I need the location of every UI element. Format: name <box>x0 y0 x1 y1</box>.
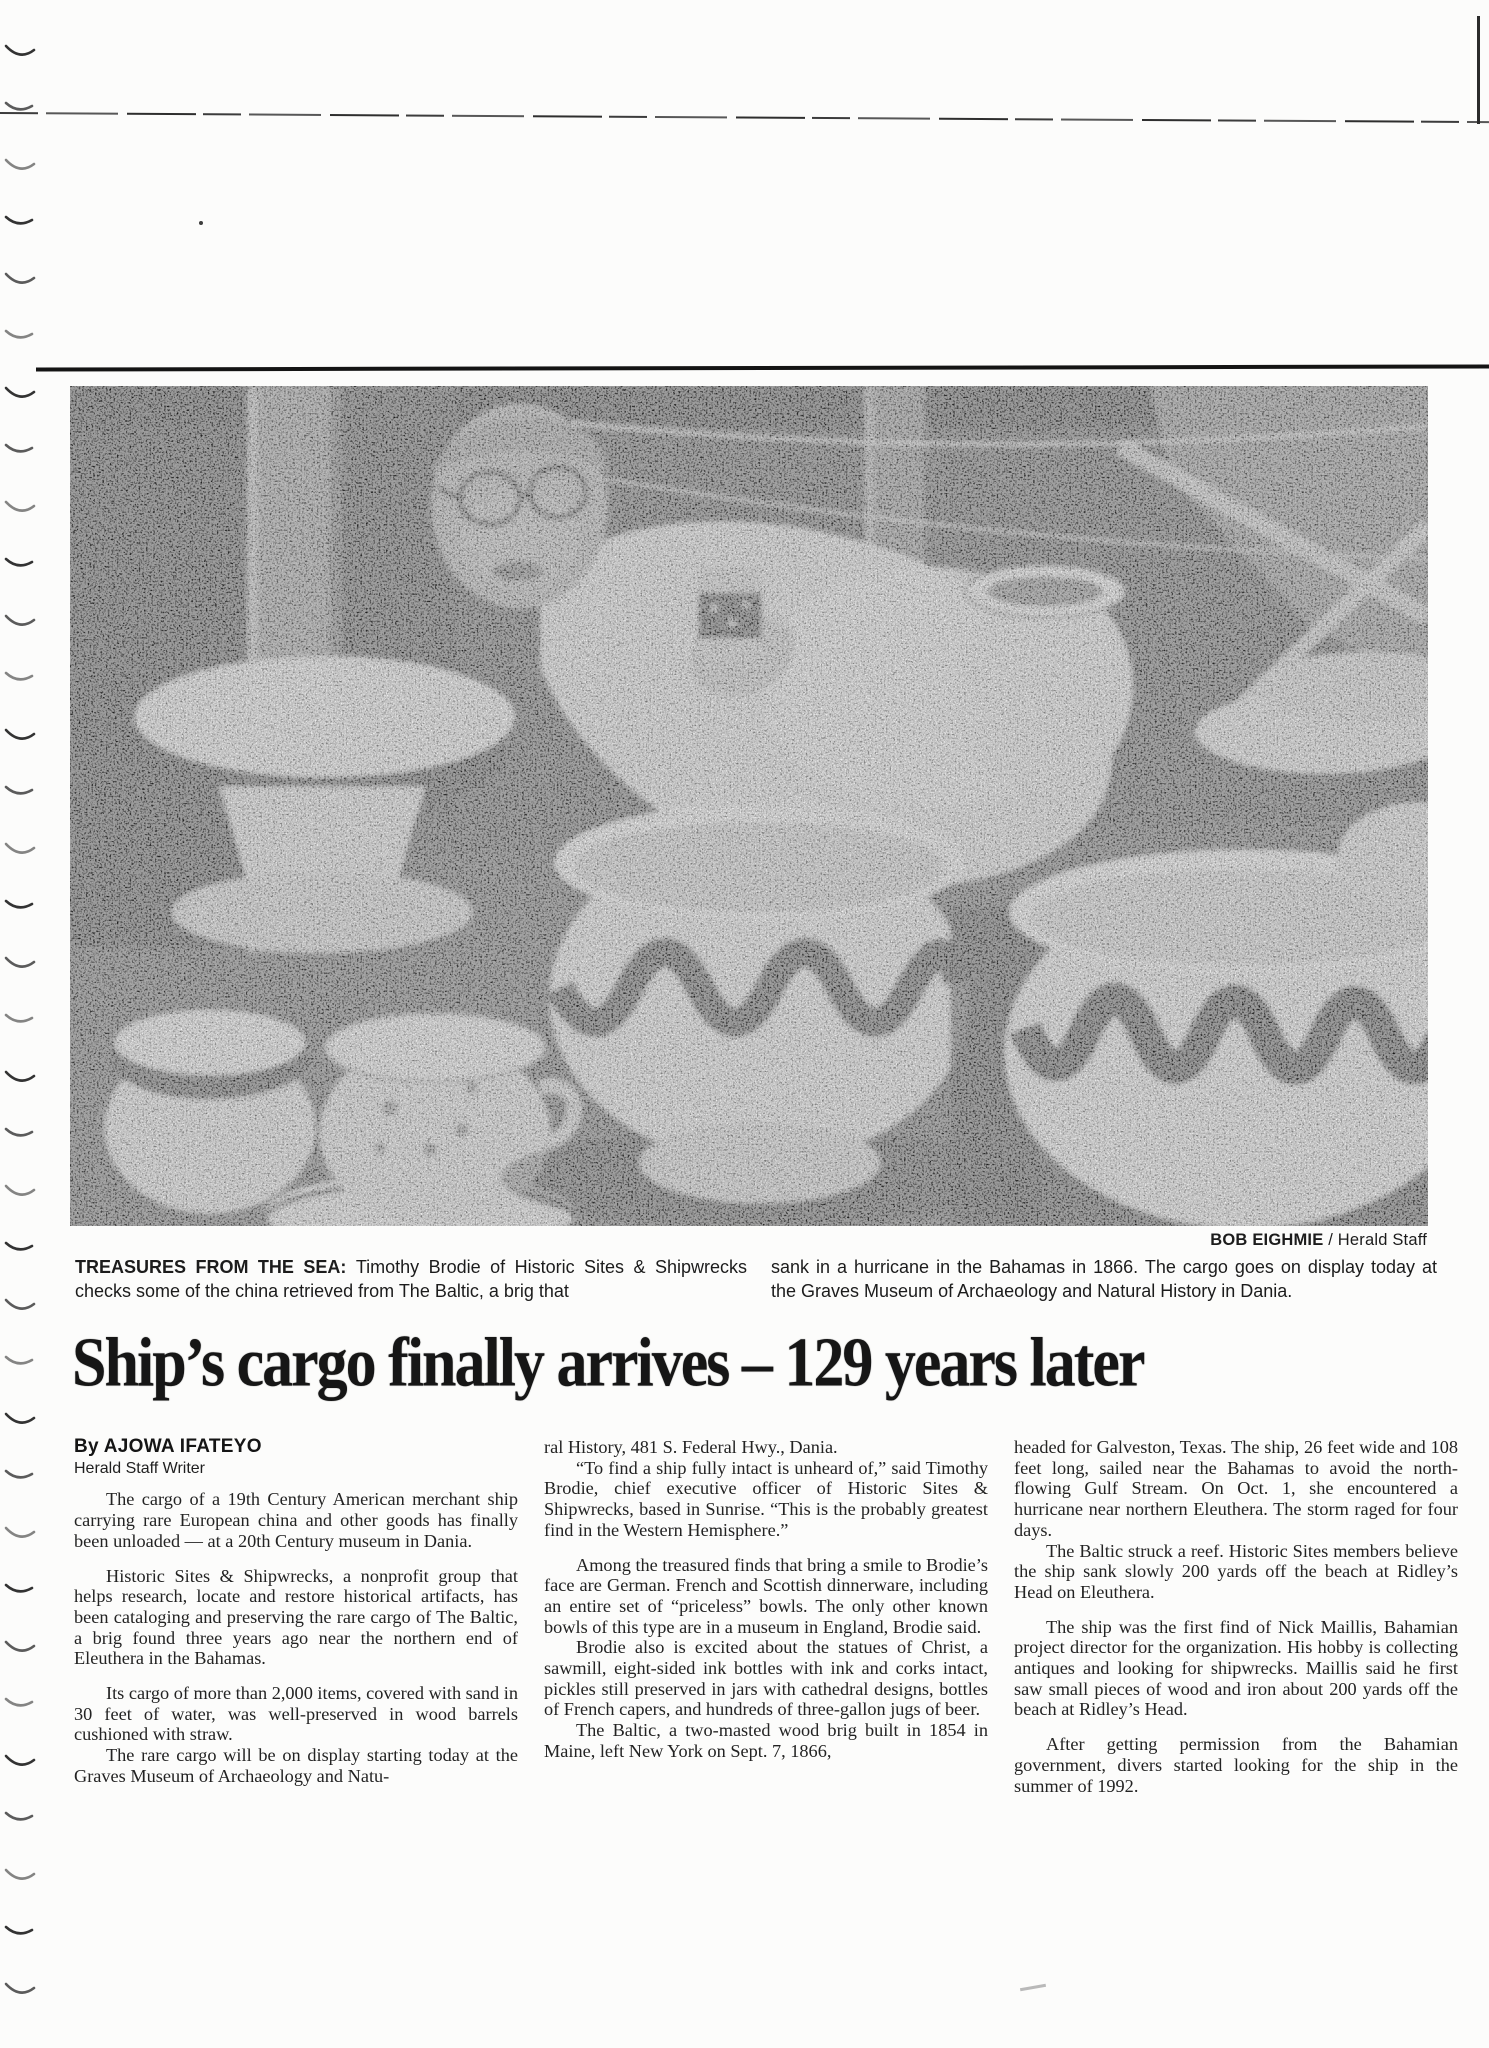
photo-credit-name: BOB EIGHMIE <box>1210 1231 1324 1249</box>
scan-dot <box>199 221 203 225</box>
paragraph: The Baltic, a two-masted wood brig built in 1854 in Maine, left New York on Sept. 7, 1866, <box>544 1720 988 1761</box>
photo-credit <box>1210 1231 1427 1250</box>
caption-text-1: Timothy Brodie of Historic Sites & Shipwrecks checks some of the china retrieved from The Baltic, a brig that <box>75 1257 747 1301</box>
article-column-1 <box>74 1437 518 1796</box>
paragraph: Its cargo of more than 2,000 items, covered with sand in 30 feet of water, was well-preserved in wood barrels cushioned with straw. <box>74 1683 518 1745</box>
photo-credit-org: / Herald Staff <box>1323 1231 1427 1249</box>
article-column-3 <box>1014 1437 1458 1796</box>
paragraph: Brodie also is excited about the statues of Christ, a sawmill, eight-sided ink bottles with ink and corks intact, pickles still preserved in jars with cathedral designs, bottles of French capers, and hundreds of three-gallon jugs of beer. <box>544 1637 988 1720</box>
paragraph: After getting permission from the Bahamian government, divers started looking for the ship in the summer of 1992. <box>1014 1734 1458 1796</box>
photo-caption <box>75 1256 1437 1303</box>
scan-top-line <box>0 112 1489 123</box>
caption-lead-in: TREASURES FROM THE SEA: <box>75 1257 356 1277</box>
byline-author: By AJOWA IFATEYO <box>74 1436 262 1457</box>
article-column-2 <box>544 1437 988 1796</box>
section-rule <box>36 364 1489 371</box>
caption-column-2: sank in a hurricane in the Bahamas in 1866. The cargo goes on display today at the Graves Museum of Archaeology and Natural History in Dania. <box>771 1257 1437 1301</box>
paragraph: “To find a ship fully intact is unheard of,” said Timothy Brodie, chief executive officer of Historic Sites & Shipwrecks, based in Sunrise. “This is the probably greatest find in the Western Hemisphere.” <box>544 1457 988 1540</box>
paragraph: The cargo of a 19th Century American merchant ship carrying rare European china and other goods has finally been unloaded — at a 20th Century museum in Dania. <box>74 1489 518 1551</box>
article-photo <box>70 386 1428 1226</box>
photo-illustration <box>70 386 1428 1226</box>
spiral-binding <box>0 0 44 2048</box>
headline: Ship’s cargo finally arrives – 129 years later <box>72 1325 1144 1402</box>
byline <box>74 1437 518 1479</box>
paragraph: The ship was the first find of Nick Maillis, Bahamian project director for the organization. His hobby is collecting antiques and looking for shipwrecks. Maillis said he first saw small pieces of wood and iron about 200 yards off the beach at Ridley’s Head. <box>1014 1616 1458 1720</box>
article-body <box>74 1437 1458 1796</box>
paragraph: The Baltic struck a reef. Historic Sites members believe the ship sank slowly 200 yards off the beach at Ridley’s Head on Eleuthera. <box>1014 1540 1458 1602</box>
paragraph: Among the treasured finds that bring a smile to Brodie’s face are German. French and Scottish dinnerware, including an entire set of “priceless” bowls. The only other known bowls of this type are in a museum in England, Brodie said. <box>544 1554 988 1637</box>
scan-edge-line <box>1477 16 1480 124</box>
paragraph: The rare cargo will be on display starting today at the Graves Museum of Archaeology and Natu- <box>74 1745 518 1786</box>
byline-role: Herald Staff Writer <box>74 1459 206 1477</box>
scan-smudge <box>1020 1984 1046 1991</box>
paragraph: headed for Galveston, Texas. The ship, 26 feet wide and 108 feet long, sailed near the Bahamas to avoid the north-flowing Gulf Stream. On Oct. 1, she encountered a hurricane near northern Eleuthera. The storm raged for four days. <box>1014 1437 1458 1540</box>
paragraph: Historic Sites & Shipwrecks, a nonprofit group that helps research, locate and restore historical artifacts, has been cataloging and preserving the rare cargo of The Baltic, a brig found three years ago near the northern end of Eleuthera in the Bahamas. <box>74 1565 518 1669</box>
caption-column-1 <box>75 1256 747 1303</box>
paragraph: ral History, 481 S. Federal Hwy., Dania. <box>544 1437 838 1457</box>
